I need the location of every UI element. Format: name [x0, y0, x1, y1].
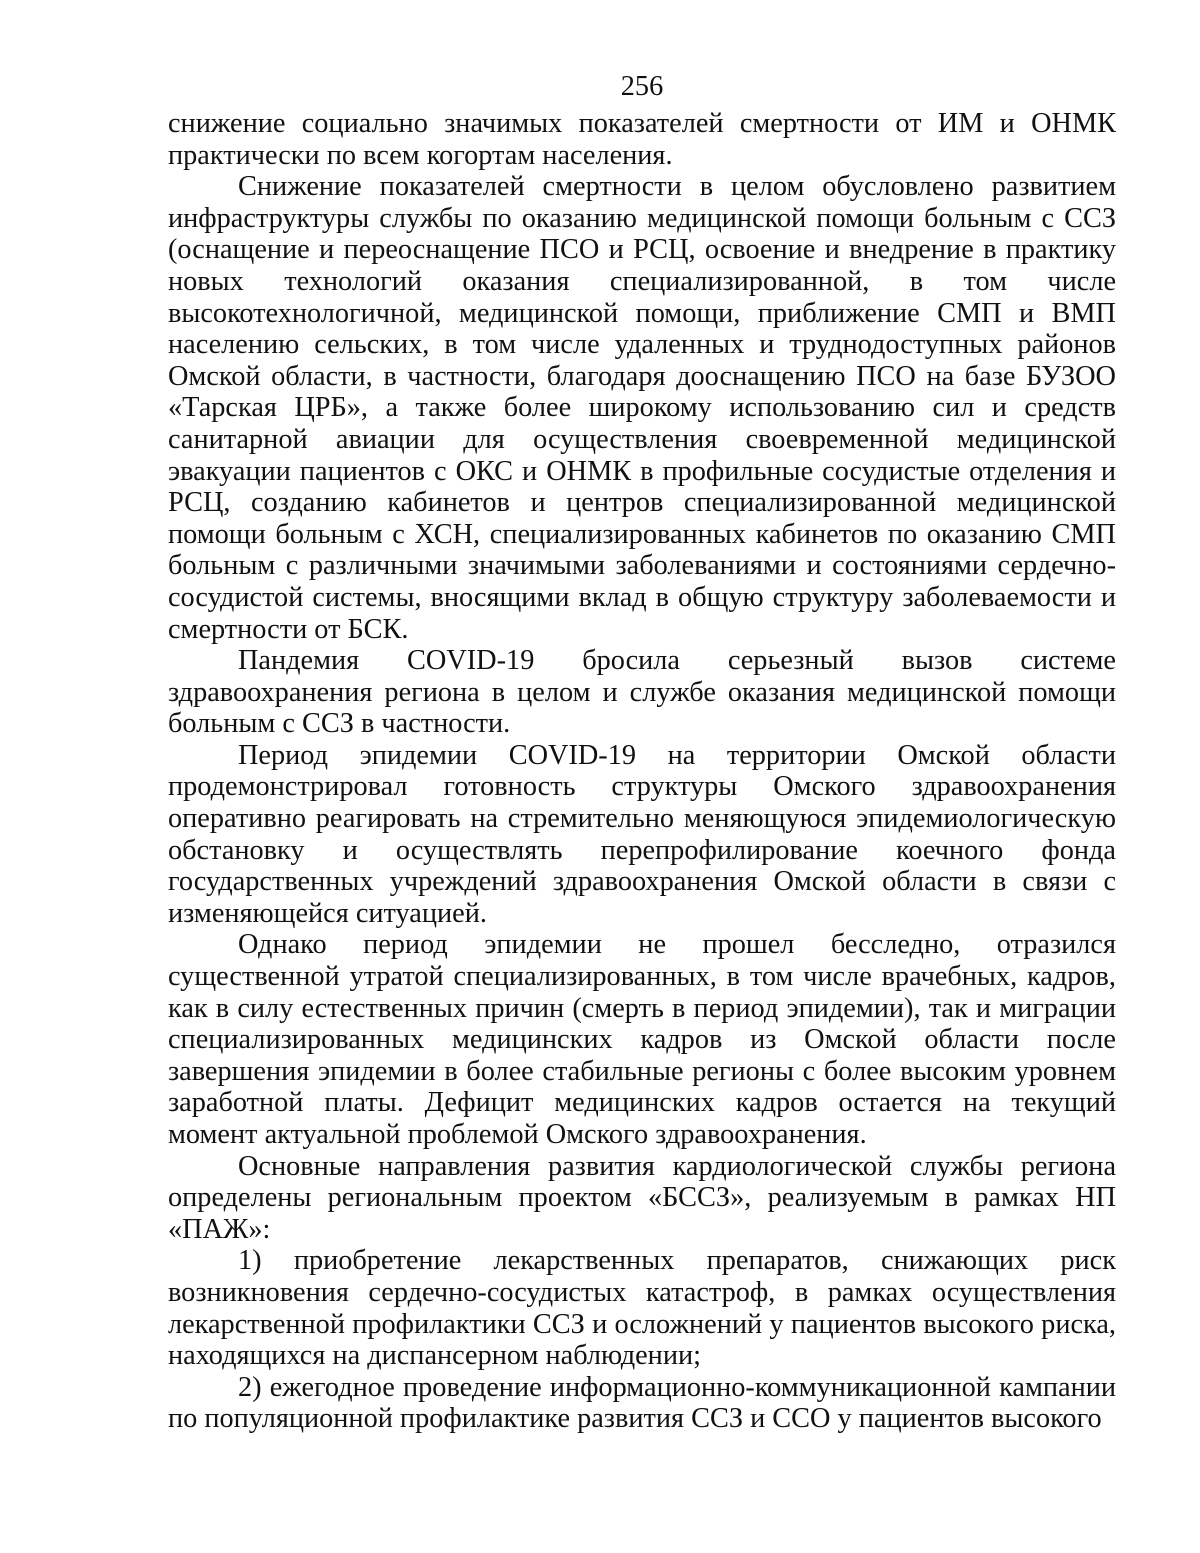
paragraph-4: Период эпидемии COVID-19 на территории Омской области продемонстрировал готовность структуры Омского здравоохранения оперативно реагировать на стремительно меняющуюся эпидемиологическую обстановку и осуществлять перепрофилирование коечного фонда государственных учреждений здравоохранения Омской области в связи с изменяющейся ситуацией.	[168, 739, 1116, 929]
page-number: 256	[620, 71, 664, 102]
paragraph-6: Основные направления развития кардиологической службы региона определены региональным проектом «БССЗ», реализуемым в рамках НП «ПАЖ»:	[168, 1150, 1116, 1245]
list-item-1: 1) приобретение лекарственных препаратов, снижающих риск возникновения сердечно-сосудистых катастроф, в рамках осуществления лекарственной профилактики ССЗ и осложнений у пациентов высокого риска, находящихся на диспансерном наблюдении;	[168, 1245, 1116, 1372]
paragraph-1: снижение социально значимых показателей смертности от ИМ и ОНМК практически по всем когортам населения.	[168, 108, 1116, 171]
paragraph-3: Пандемия COVID-19 бросила серьезный вызов системе здравоохранения региона в целом и службе оказания медицинской помощи больным с ССЗ в частности.	[168, 645, 1116, 740]
document-page	[168, 70, 1116, 1435]
paragraph-2: Снижение показателей смертности в целом обусловлено развитием инфраструктуры службы по оказанию медицинской помощи больным с ССЗ (оснащение и переоснащение ПСО и РСЦ, освоение и внедрение в практику новых технологий оказания специализированной, в том числе высокотехнологичной, медицинской помощи, приближение СМП и ВМП населению сельских, в том числе удаленных и труднодоступных районов Омской области, в частности, благодаря дооснащению ПСО на базе БУЗОО «Тарская ЦРБ», а также более широкому использованию сил и средств санитарной авиации для осуществления своевременной медицинской эвакуации пациентов с ОКС и ОНМК в профильные сосудистые отделения и РСЦ, созданию кабинетов и центров специализированной медицинской помощи больным с ХСН, специализированных кабинетов по оказанию СМП больным с различными значимыми заболеваниями и состояниями сердечно-сосудистой системы, вносящими вклад в общую структуру заболеваемости и смертности от БСК.	[168, 171, 1116, 645]
list-item-2: 2) ежегодное проведение информационно-коммуникационной кампании по популяционной профилактике развития ССЗ и ССО у пациентов высокого	[168, 1371, 1116, 1435]
paragraph-5: Однако период эпидемии не прошел бесследно, отразился существенной утратой специализированных, в том числе врачебных, кадров, как в силу естественных причин (смерть в период эпидемии), так и миграции специализированных медицинских кадров из Омской области после завершения эпидемии в более стабильные регионы с более высоким уровнем заработной платы. Дефицит медицинских кадров остается на текущий момент актуальной проблемой Омского здравоохранения.	[168, 929, 1116, 1150]
